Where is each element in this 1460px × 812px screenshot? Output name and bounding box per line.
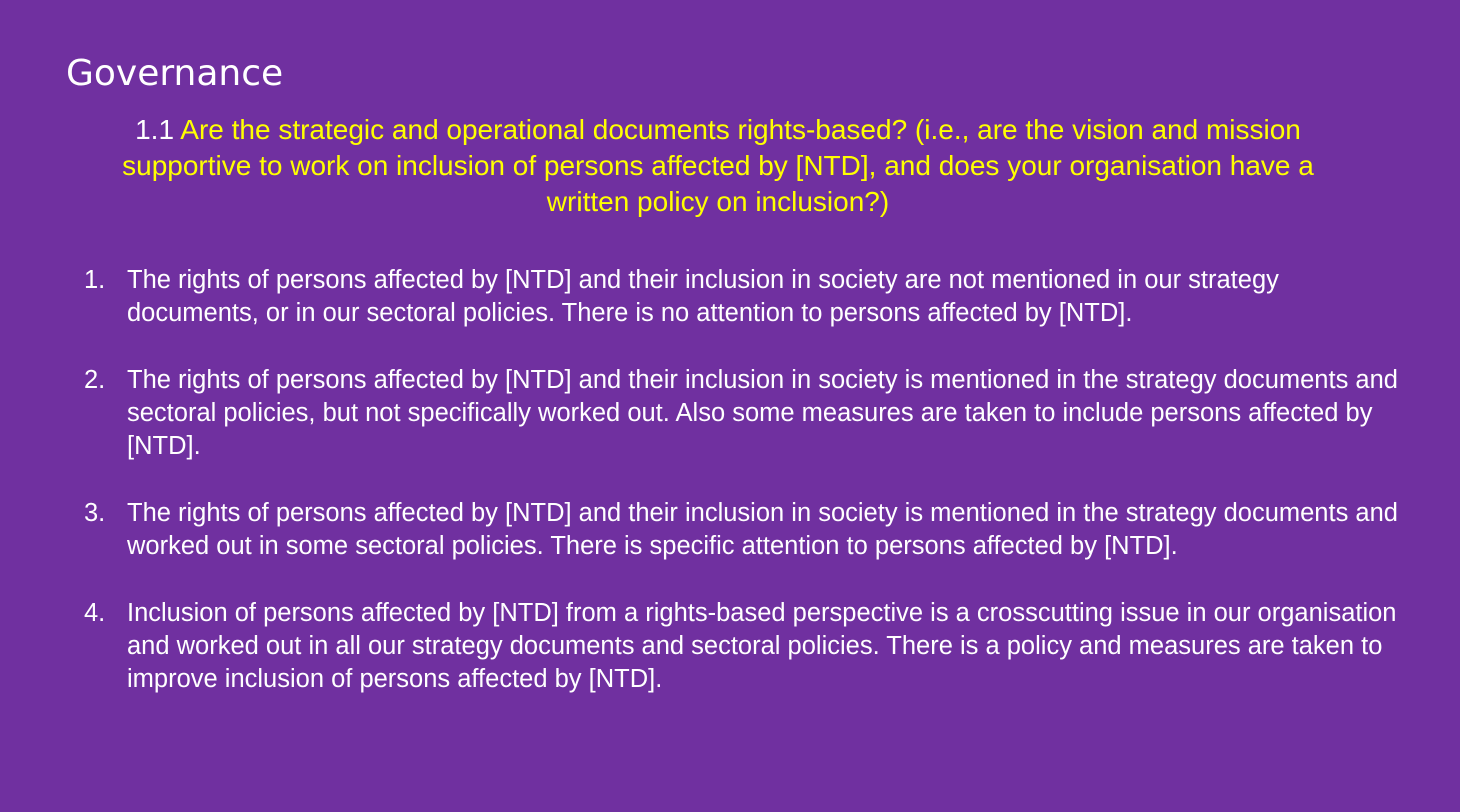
list-item xyxy=(84,597,1404,696)
list-item-text: The rights of persons affected by [NTD] and their inclusion in society are not mentioned in our strategy documents, or in our sectoral policies. There is no attention to persons affected by [NTD]. xyxy=(127,266,1279,327)
list-item xyxy=(84,264,1404,330)
list-item-text: The rights of persons affected by [NTD] and their inclusion in society is mentioned in the strategy documents and sectoral policies, but not specifically worked out. Also some measures are taken to include persons affected by [NTD]. xyxy=(127,366,1398,460)
list-item-number: 3. xyxy=(84,499,106,527)
list-item xyxy=(84,364,1404,463)
list-item-text: Inclusion of persons affected by [NTD] from a rights-based perspective is a crosscutting issue in our organisation and worked out in all our strategy documents and sectoral policies. There is a policy and measures are taken to improve inclusion of persons affected by [NTD]. xyxy=(127,599,1397,693)
slide-title: Governance xyxy=(66,53,284,94)
list-item-number: 1. xyxy=(84,266,106,294)
list-item-text: The rights of persons affected by [NTD] and their inclusion in society is mentioned in the strategy documents and worked out in some sectoral policies. There is specific attention to persons affected by [NTD]. xyxy=(127,499,1398,560)
list-item-number: 4. xyxy=(84,599,106,627)
question-body: Are the strategic and operational documents rights-based? (i.e., are the vision and mission supportive to work on inclusion of persons affected by [NTD], and does your organisation have a written policy on inclusion?) xyxy=(122,114,1314,217)
question-text xyxy=(100,112,1336,220)
answer-list xyxy=(84,264,1404,730)
list-item xyxy=(84,497,1404,563)
list-item-number: 2. xyxy=(84,366,106,394)
question-number: 1.1 xyxy=(135,114,175,145)
